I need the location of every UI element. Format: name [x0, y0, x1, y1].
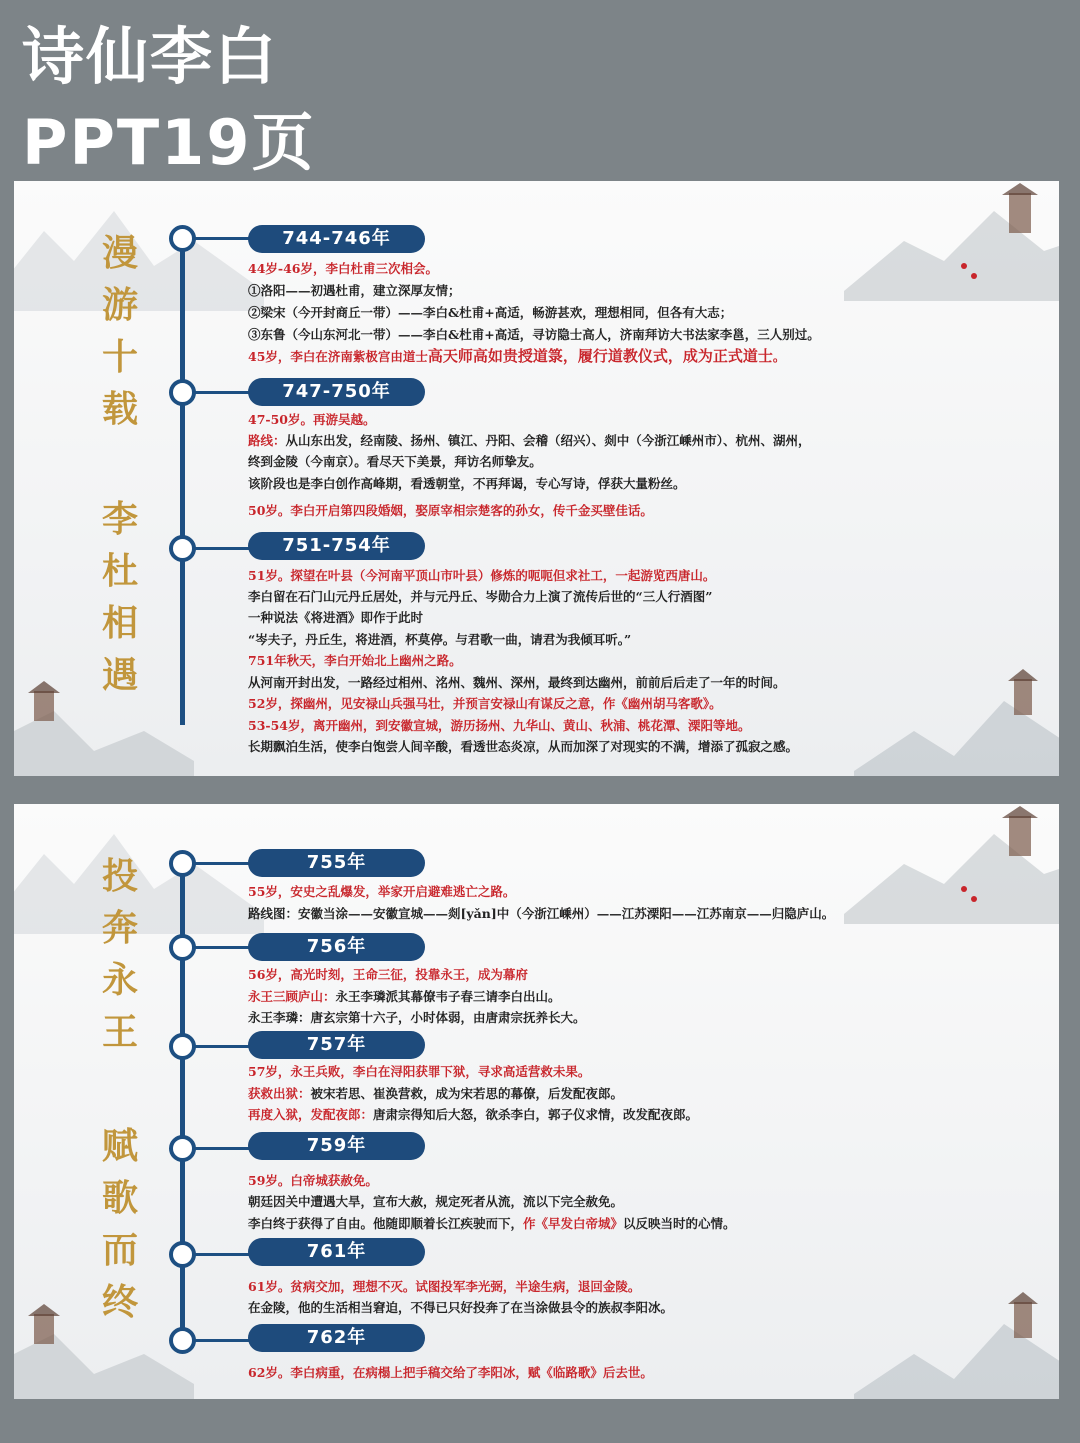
slide-2	[14, 804, 1059, 1399]
timeline-line	[180, 237, 185, 725]
timeline-text: 52岁，探幽州，见安禄山兵强马壮，并预言安禄山有谋反之意，作《幽州胡马客歌》。	[248, 696, 722, 711]
timeline-text: 57岁，永王兵败，李白在浔阳获罪下狱，寻求高适营救未果。	[248, 1064, 591, 1079]
vertical-title-join: 投 奔 永 王	[101, 855, 138, 1053]
timeline-node	[169, 1033, 196, 1060]
timeline-text: 在金陵，他的生活相当窘迫，不得已只好投奔了在当涂做县令的族叔李阳冰。	[248, 1300, 674, 1315]
slide-1	[14, 181, 1059, 776]
year-badge: 747-750年	[248, 378, 425, 406]
timeline-text: 永王李璘：唐玄宗第十六子，小时体弱，由唐肃宗抚养长大。	[248, 1010, 586, 1025]
year-badge: 751-754年	[248, 532, 425, 560]
timeline-text: 59岁。白帝城获赦免。	[248, 1173, 378, 1188]
timeline-text: 该阶段也是李白创作高峰期，看透朝堂，不再拜谒，专心写诗，俘获大量粉丝。	[248, 476, 686, 491]
timeline-text: 朝廷因关中遭遇大旱，宣布大赦，规定死者从流，流以下完全赦免。	[248, 1194, 624, 1209]
timeline-node	[169, 1135, 196, 1162]
year-badge: 762年	[248, 1324, 425, 1352]
timeline-text: 62岁。李白病重，在病榻上把手稿交给了李阳冰，赋《临路歌》后去世。	[248, 1365, 653, 1380]
year-badge: 759年	[248, 1132, 425, 1160]
timeline-text: 李白留在石门山元丹丘居处，并与元丹丘、岑勋合力上演了流传后世的“三人行酒图”	[248, 589, 713, 604]
timeline-text: 45岁，李白在济南紫极宫由道士高天师高如贵授道箓，履行道教仪式，成为正式道士。	[248, 347, 786, 365]
timeline-text: 50岁。李白开启第四段婚姻，娶原宰相宗楚客的孙女，传千金买壁佳话。	[248, 503, 653, 518]
timeline-node	[169, 850, 196, 877]
timeline-text: 路线：从山东出发，经南陵、扬州、镇江、丹阳、会稽（绍兴）、剡中（今浙江嵊州市）、杭州、湖州，	[248, 433, 811, 448]
year-badge: 744-746年	[248, 225, 425, 253]
timeline-text: 李白终于获得了自由。他随即顺着长江疾驶而下，作《早发白帝城》以反映当时的心情。	[248, 1216, 736, 1231]
vertical-title-wander: 漫 游 十 载	[101, 232, 138, 430]
timeline-text: 53-54岁，离开幽州，到安徽宣城，游历扬州、九华山、黄山、秋浦、桃花潭、溧阳等地。	[248, 718, 751, 733]
timeline-text: 44岁-46岁，李白杜甫三次相会。	[248, 261, 438, 276]
header-title: 诗仙李白	[22, 20, 279, 93]
timeline-text: 751年秋天，李白开始北上幽州之路。	[248, 653, 462, 668]
year-badge: 757年	[248, 1031, 425, 1059]
vertical-title-end: 赋 歌 而 终	[101, 1125, 138, 1323]
timeline-text: 再度入狱，发配夜郎：唐肃宗得知后大怒，欲杀李白，郭子仪求情，改发配夜郎。	[248, 1107, 699, 1122]
pagoda-mountain-decoration	[834, 1284, 1059, 1399]
timeline-node	[169, 379, 196, 406]
timeline-text: 47-50岁。再游吴越。	[248, 412, 376, 427]
timeline-text: 51岁。探望在叶县（今河南平顶山市叶县）修炼的呃呃但求社工，一起游览西唐山。	[248, 568, 716, 583]
pagoda-mountain-decoration	[814, 804, 1059, 924]
timeline-text: 56岁，高光时刻，王命三征，投靠永王，成为幕府	[248, 967, 528, 982]
timeline-text: ③东鲁（今山东河北一带）——李白&杜甫+高适，寻访隐士高人，济南拜访大书法家李邕，三人别过。	[248, 327, 820, 342]
timeline-text: 61岁。贫病交加，理想不灭。试图投军李光弼，半途生病，退回金陵。	[248, 1279, 641, 1294]
timeline-text: “岑夫子，丹丘生，将进酒，杯莫停。与君歌一曲，请君为我倾耳听。”	[248, 632, 632, 647]
timeline-text: 获救出狱：被宋若思、崔涣营救，成为宋若思的幕僚，后发配夜郎。	[248, 1086, 624, 1101]
timeline-node	[169, 934, 196, 961]
pagoda-mountain-decoration	[834, 661, 1059, 776]
timeline-text: ②梁宋（今开封商丘一带）——李白&杜甫+高适，畅游甚欢，理想相同，但各有大志；	[248, 305, 733, 320]
timeline-node	[169, 225, 196, 252]
year-badge: 756年	[248, 933, 425, 961]
timeline-text: 终到金陵（今南京）。看尽天下美景，拜访名师挚友。	[248, 454, 542, 469]
timeline-text: 路线图：安徽当涂——安徽宣城——剡[yǎn]中（今浙江嵊州）——江苏溧阳——江苏南京——归隐庐山。	[248, 906, 835, 921]
timeline-node	[169, 1327, 196, 1354]
timeline-text: 55岁，安史之乱爆发，举家开启避难逃亡之路。	[248, 884, 516, 899]
year-badge: 755年	[248, 849, 425, 877]
page-header	[22, 14, 315, 186]
timeline-text: 长期飘泊生活，使李白饱尝人间辛酸，看透世态炎凉，从而加深了对现实的不满，增添了孤寂之感。	[248, 739, 799, 754]
timeline-text: 一种说法《将进酒》即作于此时	[248, 610, 424, 625]
timeline-node	[169, 1241, 196, 1268]
timeline-node	[169, 535, 196, 562]
header-subtitle: PPT19页	[22, 106, 316, 179]
vertical-title-meet: 李 杜 相 遇	[101, 498, 138, 696]
year-badge: 761年	[248, 1238, 425, 1266]
timeline-text: 永王三顾庐山：永王李璘派其幕僚韦子春三请李白出山。	[248, 989, 561, 1004]
timeline-text: 从河南开封出发，一路经过相州、洺州、魏州、深州，最终到达幽州，前前后后走了一年的时间。	[248, 675, 786, 690]
timeline-text: ①洛阳——初遇杜甫，建立深厚友情；	[248, 283, 461, 298]
pagoda-mountain-decoration	[814, 181, 1059, 301]
